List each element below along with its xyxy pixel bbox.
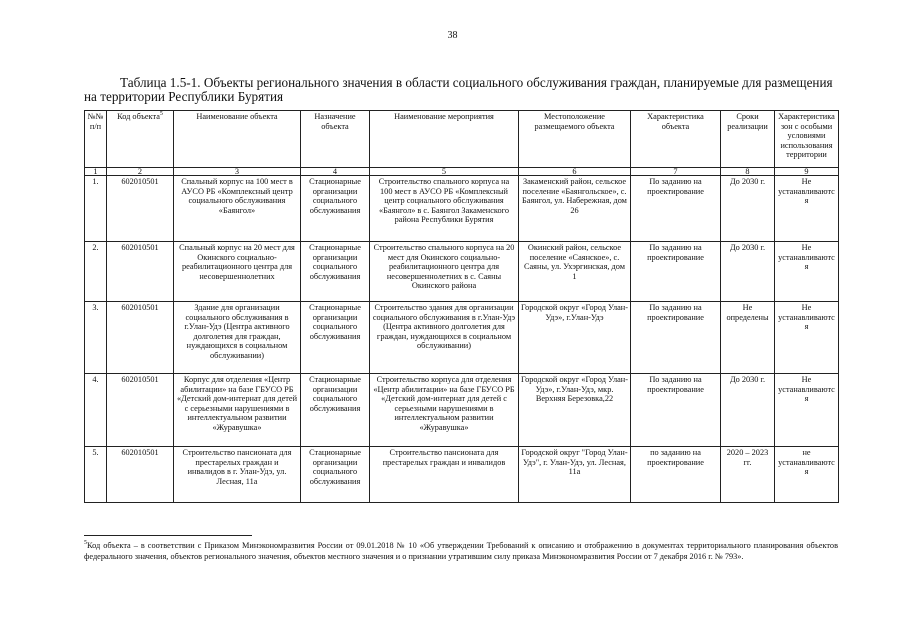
- cell-characteristic: По заданию на проектирование: [631, 242, 721, 302]
- cell-code: 602010501: [107, 447, 174, 503]
- header-purpose: Назначение объекта: [301, 111, 370, 168]
- footnote-mark: 5: [159, 111, 163, 118]
- cell-zones: Не устанавливаются: [775, 176, 839, 242]
- table-row: [85, 176, 839, 242]
- cell-code: 602010501: [107, 302, 174, 374]
- cell-purpose: Стационарные организации социального обслуживания: [301, 302, 370, 374]
- cell-characteristic: По заданию на проектирование: [631, 176, 721, 242]
- cell-measure: Строительство корпуса для отделения «Центр абилитации» на базе ГБУСО РБ «Детский дом-интернат для детей с серьезными нарушениями в интеллектуальном развитии «Журавушка»: [370, 374, 519, 447]
- cell-characteristic: По заданию на проектирование: [631, 302, 721, 374]
- column-number: 4: [301, 168, 370, 176]
- table-title: Таблица 1.5-1. Объекты регионального значения в области социального обслуживания граждан, планируемые для размещения на территории Республики Бурятия: [84, 75, 833, 104]
- cell-purpose: Стационарные организации социального обслуживания: [301, 447, 370, 503]
- column-number-row: [85, 168, 839, 176]
- column-number: 8: [721, 168, 775, 176]
- cell-location: Городской округ «Город Улан-Удэ», г.Улан-Удэ: [519, 302, 631, 374]
- cell-code: 602010501: [107, 374, 174, 447]
- cell-zones: Не устанавливаются: [775, 302, 839, 374]
- column-number: 9: [775, 168, 839, 176]
- cell-measure: Строительство спального корпуса на 100 мест в АУСО РБ «Комплексный центр социального обслуживания «Баянгол» в с. Баянгол Закаменского района Республики Бурятия: [370, 176, 519, 242]
- page-number: 38: [447, 30, 458, 41]
- cell-measure: Строительство пансионата для престарелых граждан и инвалидов: [370, 447, 519, 503]
- footnote-separator: [84, 535, 252, 536]
- cell-object-name: Здание для организации социального обслуживания в г.Улан-Удэ (Центра активного долголетия для граждан, нуждающихся в социальном обслуживании): [174, 302, 301, 374]
- cell-code: 602010501: [107, 176, 174, 242]
- cell-zones: Не устанавливаются: [775, 374, 839, 447]
- header-zones: Характеристика зон с особыми условиями использования территории: [775, 111, 839, 168]
- column-number: 6: [519, 168, 631, 176]
- cell-object-name: Строительство пансионата для престарелых граждан и инвалидов в г. Улан-Удэ, ул. Лесная, 11а: [174, 447, 301, 503]
- column-number: 3: [174, 168, 301, 176]
- header-measure: Наименование мероприятия: [370, 111, 519, 168]
- table-row: [85, 242, 839, 302]
- cell-purpose: Стационарные организации социального обслуживания: [301, 176, 370, 242]
- cell-terms: До 2030 г.: [721, 176, 775, 242]
- footnote-mark: 5: [84, 540, 87, 547]
- cell-zones: Не устанавливаются: [775, 242, 839, 302]
- cell-location: Закаменский район, сельское поселение «Баянгольское», с. Баянгол, ул. Набережная, дом 26: [519, 176, 631, 242]
- table-row: [85, 447, 839, 503]
- header-row: [85, 111, 839, 168]
- cell-object-name: Корпус для отделения «Центр абилитации» на базе ГБУСО РБ «Детский дом-интернат для детей с серьезными нарушениями в интеллектуальном развитии «Журавушка»: [174, 374, 301, 447]
- cell-number: 3.: [85, 302, 107, 374]
- cell-code: 602010501: [107, 242, 174, 302]
- cell-location: Окинский район, сельское поселение «Саянское», с. Саяны, ул. Ухэргинская, дом 1: [519, 242, 631, 302]
- cell-object-name: Спальный корпус на 20 мест для Окинского социально-реабилитационного центра для несовершеннолетних: [174, 242, 301, 302]
- objects-table: [84, 110, 839, 503]
- cell-location: Городской округ "Город Улан-Удэ", г. Улан-Удэ, ул. Лесная, 11а: [519, 447, 631, 503]
- cell-characteristic: По заданию на проектирование: [631, 374, 721, 447]
- cell-measure: Строительство здания для организации социального обслуживания в г.Улан-Удэ (Центра активного долголетия для граждан, нуждающихся в социальном обслуживании): [370, 302, 519, 374]
- cell-purpose: Стационарные организации социального обслуживания: [301, 374, 370, 447]
- cell-number: 2.: [85, 242, 107, 302]
- cell-terms: До 2030 г.: [721, 374, 775, 447]
- column-number: 1: [85, 168, 107, 176]
- column-number: 5: [370, 168, 519, 176]
- cell-terms: Не определены: [721, 302, 775, 374]
- cell-measure: Строительство спального корпуса на 20 мест для Окинского социально-реабилитационного центра для несовершеннолетних в с. Саяны Окинского района: [370, 242, 519, 302]
- cell-number: 4.: [85, 374, 107, 447]
- column-number: 2: [107, 168, 174, 176]
- table-row: [85, 374, 839, 447]
- footnote: [84, 541, 838, 562]
- cell-characteristic: по заданию на проектирование: [631, 447, 721, 503]
- header-number: №№ п/п: [85, 111, 107, 168]
- header-object-name: Наименование объекта: [174, 111, 301, 168]
- cell-object-name: Спальный корпус на 100 мест в АУСО РБ «Комплексный центр социального обслуживания «Баянгол»: [174, 176, 301, 242]
- cell-number: 1.: [85, 176, 107, 242]
- footnote-text: Код объекта – в соответствии с Приказом Минэкономразвития России от 09.01.2018 № 10 «Об утверждении Требований к описанию и отображению в документах территориального планирования объектов федерального значения, объектов регионального значения, объектов местного значения и о признании утратившим силу приказа Минэкономразвития России от 7 декабря 2016 г. № 793».: [84, 541, 838, 561]
- header-location: Местоположение размещаемого объекта: [519, 111, 631, 168]
- header-code: Код объекта$^5$: [107, 111, 174, 168]
- cell-purpose: Стационарные организации социального обслуживания: [301, 242, 370, 302]
- column-number: 7: [631, 168, 721, 176]
- cell-terms: До 2030 г.: [721, 242, 775, 302]
- header-terms: Сроки реализации: [721, 111, 775, 168]
- cell-terms: 2020 – 2023 гг.: [721, 447, 775, 503]
- header-characteristic: Характеристика объекта: [631, 111, 721, 168]
- table-row: [85, 302, 839, 374]
- cell-location: Городской округ «Город Улан-Удэ», г.Улан-Удэ, мкр. Верхняя Березовка,22: [519, 374, 631, 447]
- cell-zones: не устанавливаются: [775, 447, 839, 503]
- cell-number: 5.: [85, 447, 107, 503]
